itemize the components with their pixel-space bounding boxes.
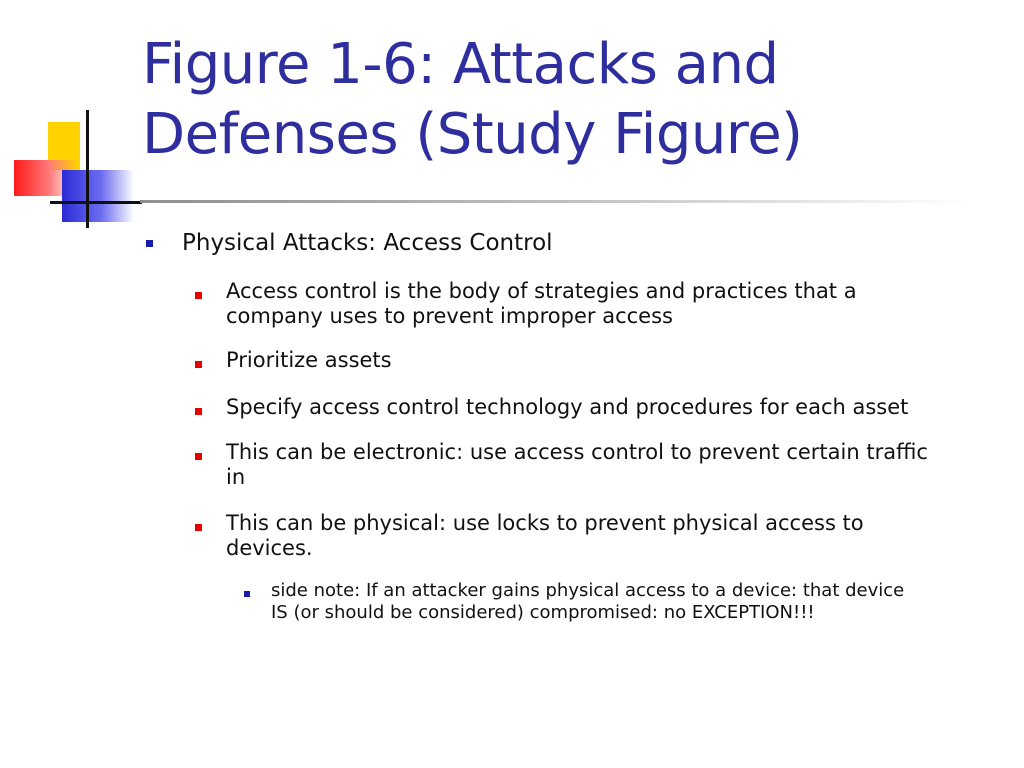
bullet-prioritize-assets <box>226 348 986 373</box>
bullet-square-icon <box>195 361 202 368</box>
slide-title-line-2: Defenses (Study Figure) <box>142 102 803 167</box>
bullet-square-icon <box>195 408 202 415</box>
bullet-line: Access control is the body of strategies and practices that a <box>226 279 857 303</box>
bullet-electronic-access <box>226 440 986 490</box>
bullet-line: in <box>226 465 246 489</box>
slide-title-line-1: Figure 1-6: Attacks and <box>142 32 779 97</box>
bullet-line: Specify access control technology and procedures for each asset <box>226 395 909 419</box>
bullet-square-icon <box>195 524 202 531</box>
bullet-specify-access-control <box>226 395 986 420</box>
bullet-line: IS (or should be considered) compromised: no EXCEPTION!!! <box>271 602 815 623</box>
bullet-side-note <box>271 580 986 624</box>
bullet-line: company uses to prevent improper access <box>226 304 673 328</box>
bullet-line: devices. <box>226 536 313 560</box>
bullet-physical-locks <box>226 511 986 561</box>
bullet-line: This can be physical: use locks to prevent physical access to <box>226 511 864 535</box>
bullet-level1-physical-attacks: Physical Attacks: Access Control <box>182 230 553 256</box>
bullet-line: Prioritize assets <box>226 348 392 372</box>
bullet-square-icon <box>195 453 202 460</box>
bullet-access-control-definition <box>226 279 986 329</box>
bullet-square-icon <box>146 240 153 247</box>
bullet-line: side note: If an attacker gains physical access to a device: that device <box>271 580 905 601</box>
bullet-square-icon <box>244 591 250 597</box>
bullet-square-icon <box>195 292 202 299</box>
bullet-line: This can be electronic: use access control to prevent certain traffic <box>226 440 928 464</box>
